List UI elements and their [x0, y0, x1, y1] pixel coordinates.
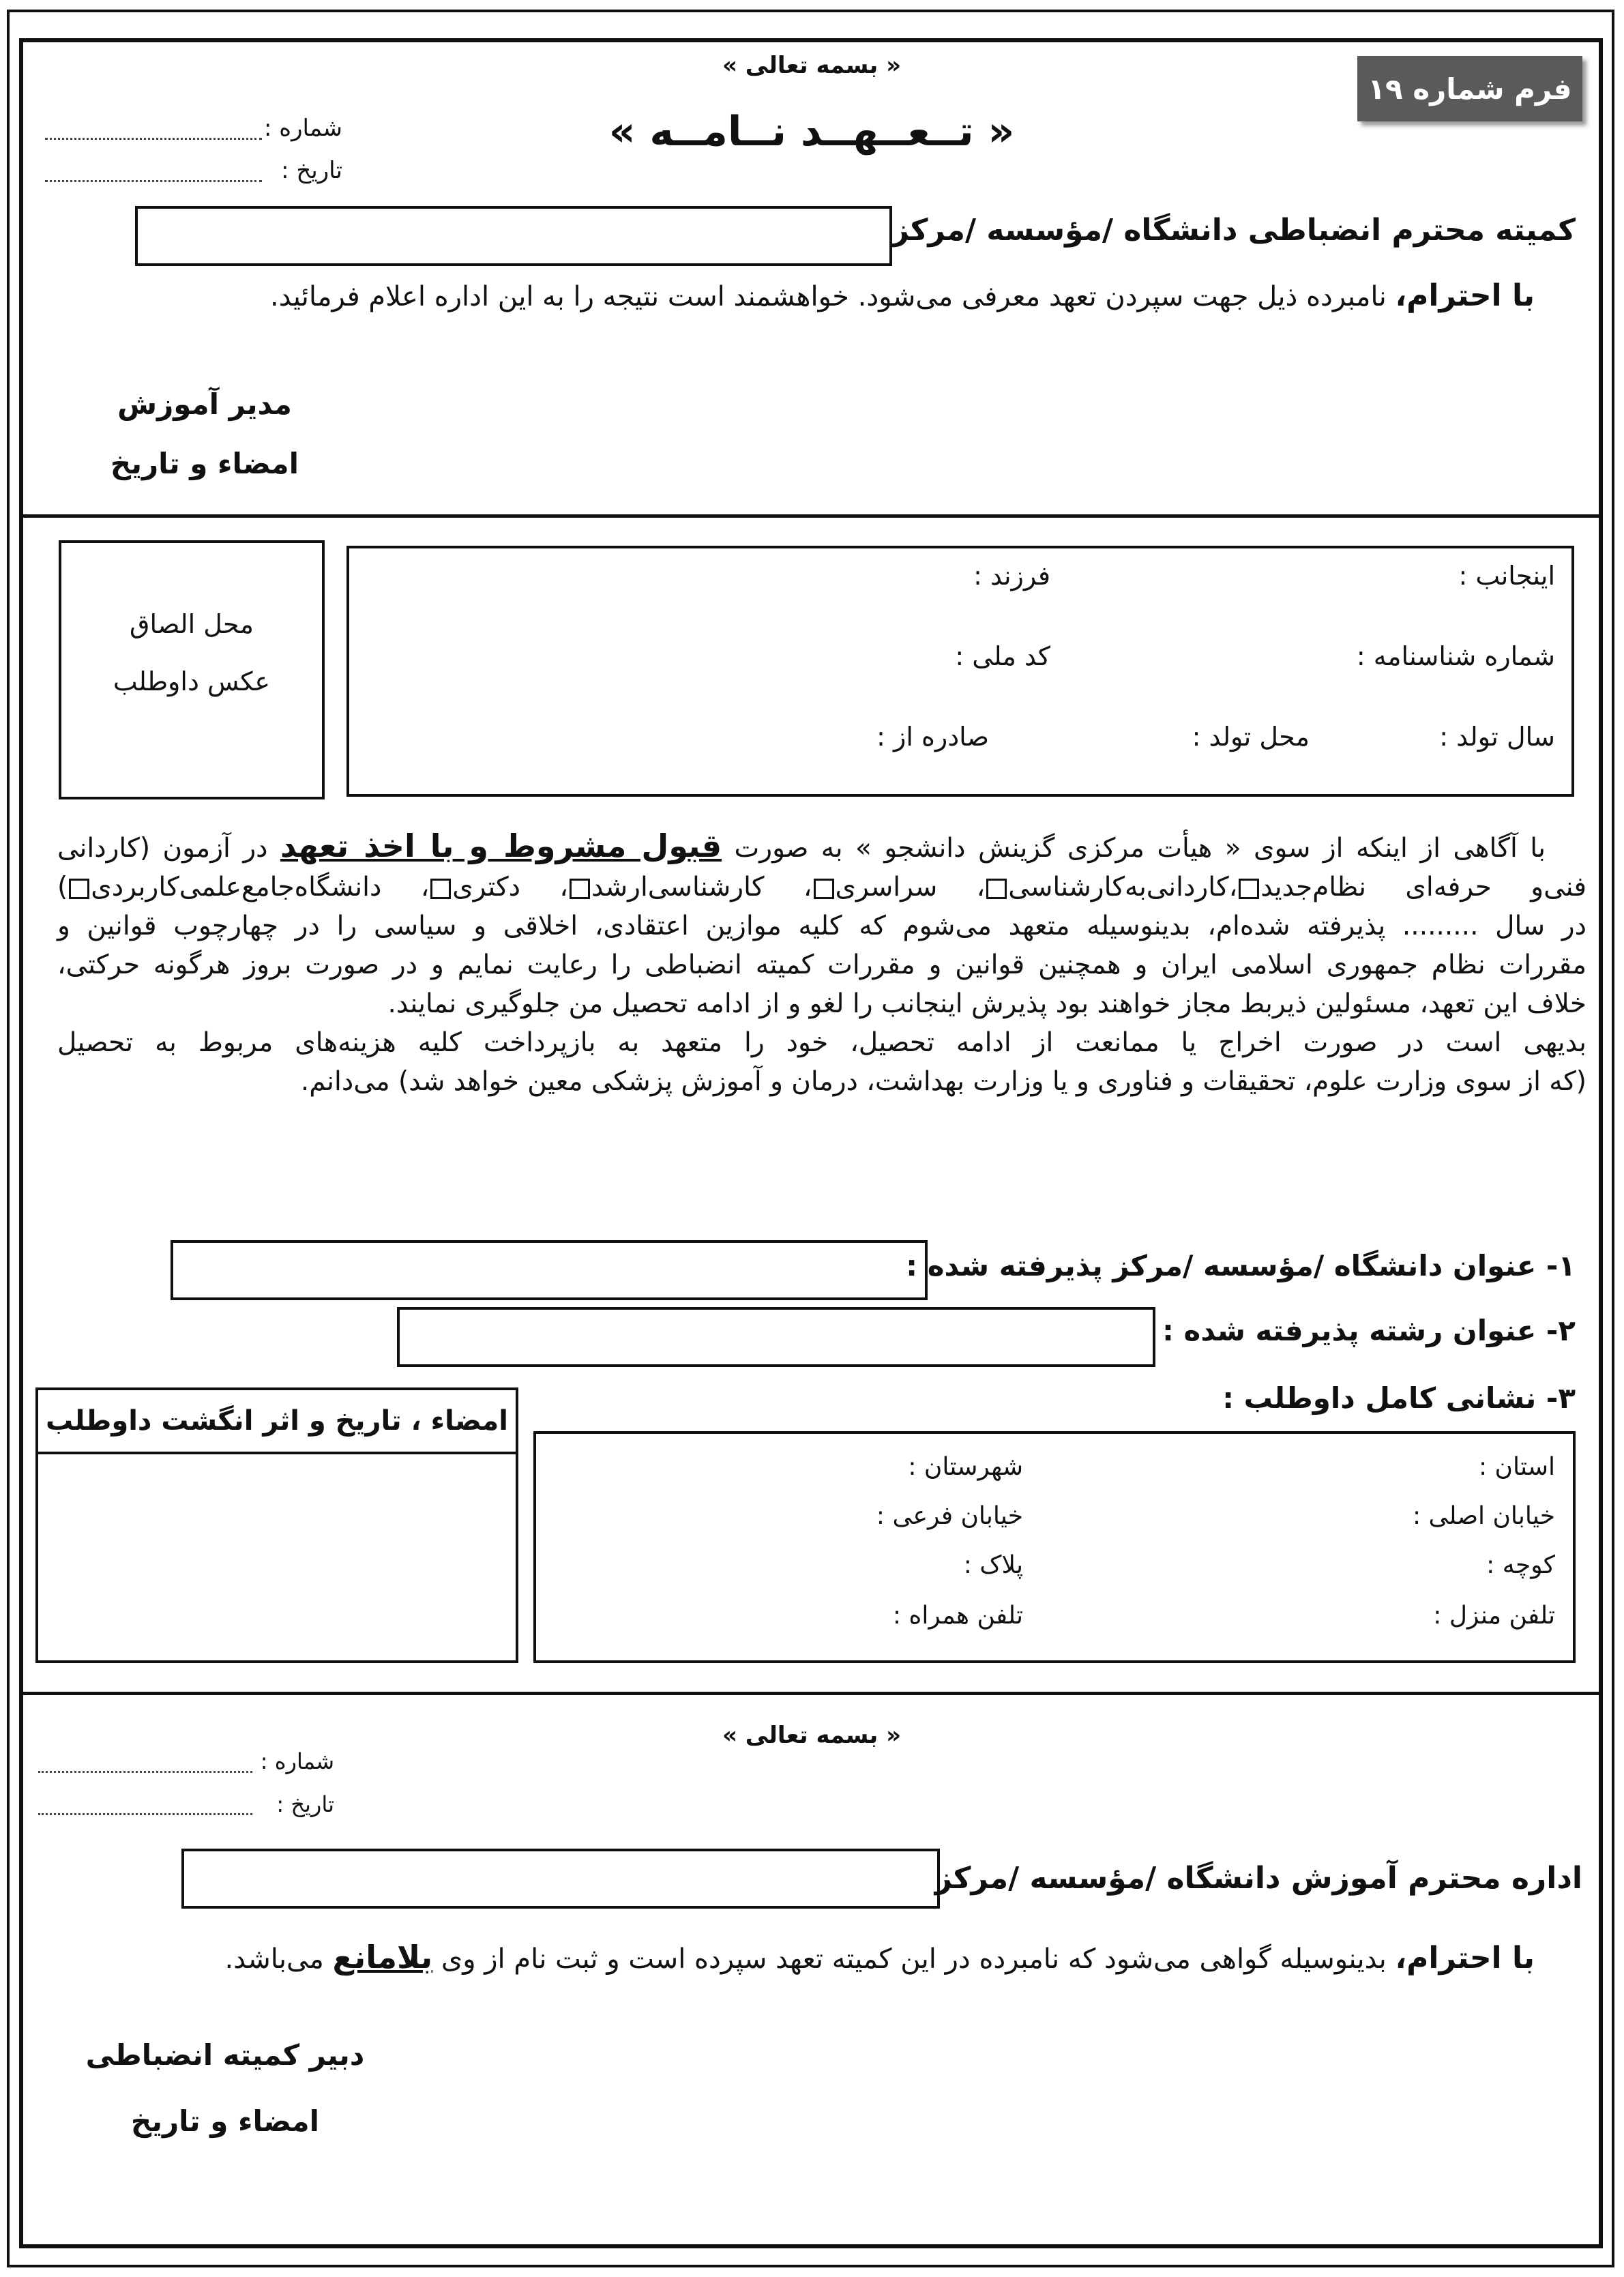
bottom-date-field[interactable] — [38, 1813, 252, 1815]
recipient-university-field[interactable] — [135, 206, 892, 266]
birth-year-label: سال تولد : — [1439, 722, 1555, 752]
commitment-line-7: (که از سوی وزارت علوم، تحقیقات و فناوری و یا وزارت بهداشت، درمان و آموزش پزشکی معین خواهد شد) می‌دانم. — [300, 1066, 1586, 1097]
admitted-major-label: ۲- عنوان رشته پذیرفته شده : — [1162, 1314, 1576, 1347]
divider-bottom — [23, 1692, 1599, 1695]
commitment-line-3: در سال ......... پذیرفته شده‌ام، بدینوسیله متعهد می‌شوم که کلیه موازین اعتقادی، اخلاقی و سیاسی را در چهارچوب قوانین و — [57, 911, 1586, 941]
exam-type-national-label: ، سراسری — [835, 872, 986, 902]
bottom-greeting-text: بدینوسیله گواهی می‌شود که نامبرده در این کمیته تعهد سپرده است و ثبت نام از وی — [432, 1943, 1396, 1975]
commitment-line-1a: با آگاهی از اینکه از سوی « هیأت مرکزی گزینش دانشجو » به صورت — [722, 833, 1546, 864]
national-code-label: کد ملی : — [955, 641, 1050, 671]
greeting-bold: با احترام، — [1395, 278, 1535, 313]
form-number-badge: فرم شماره ۱۹ — [1357, 56, 1582, 121]
commitment-line-4: مقررات نظام جمهوری اسلامی ایران و همچنین قوانین و مقررات کمیته انضباطی را رعایت نمایم و در صورت بروز هرگونه حرکتی، — [57, 950, 1586, 980]
photo-label-2: عکس داوطلب — [113, 666, 271, 696]
no-objection: بلامانع — [332, 1939, 433, 1975]
number-label: شماره : — [264, 115, 342, 142]
city-label: شهرستان : — [908, 1453, 1023, 1481]
top-greeting — [61, 278, 1535, 313]
education-manager-sign: امضاء و تاریخ — [110, 447, 299, 480]
photo-label-1: محل الصاق — [130, 609, 254, 639]
committee-secretary-title: دبیر کمیته انضباطی — [85, 2038, 365, 2072]
recipient-committee: کمیته محترم انضباطی دانشگاه /مؤسسه /مرکز — [891, 213, 1576, 248]
commitment-line-1b: در آزمون (کاردانی — [57, 833, 280, 864]
birth-place-label: محل تولد : — [1192, 722, 1310, 752]
main-street-label: خیابان اصلی : — [1412, 1502, 1555, 1530]
date-field[interactable] — [45, 180, 262, 182]
bottom-greeting — [136, 1939, 1535, 1975]
exam-type-technical-checkbox[interactable] — [1239, 879, 1259, 899]
page-title: « تــعــهــد نــامــه » — [608, 108, 1015, 156]
date-label: تاریخ : — [281, 157, 342, 184]
commitment-line-1 — [57, 827, 1586, 868]
name-label: اینجانب : — [1458, 561, 1555, 591]
bottom-date-label: تاریخ : — [276, 1791, 334, 1817]
commitment-line-6: بدیهی است در صورت اخراج یا ممانعت از ادامه تحصیل، خود را متعهد به بازپرداخت کلیه هزینه‌های مربوط به تحصیل — [57, 1027, 1586, 1058]
commitment-line-2 — [57, 868, 1586, 907]
exam-type-phd-label: ، دکتری — [452, 872, 568, 902]
admitted-university-field[interactable] — [171, 1240, 928, 1300]
conditional-acceptance: قبول مشروط و با اخذ تعهد — [280, 827, 722, 864]
committee-secretary-sign: امضاء و تاریخ — [130, 2104, 320, 2138]
plaque-label: پلاک : — [963, 1551, 1023, 1579]
side-street-label: خیابان فرعی : — [876, 1502, 1023, 1530]
inner-frame — [19, 38, 1603, 2248]
bottom-number-field[interactable] — [38, 1771, 252, 1773]
exam-type-national-checkbox[interactable] — [814, 879, 834, 899]
exam-type-associate-to-bachelor-checkbox[interactable] — [986, 879, 1007, 899]
commitment-text — [57, 827, 1586, 1101]
alley-label: کوچه : — [1486, 1551, 1555, 1579]
exam-type-technical-label: فنی‌و حرفه‌ای نظام‌جدید — [1260, 872, 1587, 902]
admitted-major-field[interactable] — [397, 1307, 1155, 1367]
home-phone-label: تلفن منزل : — [1433, 1602, 1555, 1630]
bottom-recipient: اداره محترم آموزش دانشگاه /مؤسسه /مرکز — [934, 1861, 1582, 1896]
exam-type-applied-science-label: ، دانشگاه‌جامع‌علمی‌کاربردی — [91, 872, 430, 902]
number-field[interactable] — [45, 138, 262, 140]
signature-box-title: امضاء ، تاریخ و اثر انگشت داوطلب — [46, 1405, 508, 1437]
signature-box-divider — [35, 1452, 518, 1454]
mobile-phone-label: تلفن همراه : — [892, 1602, 1023, 1630]
divider-top — [23, 514, 1599, 518]
issued-from-label: صادره از : — [876, 722, 989, 752]
province-label: استان : — [1478, 1453, 1555, 1481]
education-manager-title: مدیر آموزش — [117, 387, 292, 421]
commitment-line-5: خلاف این تعهد، مسئولین ذیربط مجاز خواهند بود پذیرش اینجانب را لغو و از ادامه تحصیل من جلوگیری نمایند. — [387, 988, 1586, 1019]
bottom-basmala: « بسمه تعالی » — [722, 1722, 902, 1749]
exam-type-close: ) — [57, 872, 68, 902]
exam-type-applied-science-checkbox[interactable] — [69, 879, 89, 899]
exam-type-masters-checkbox[interactable] — [570, 879, 590, 899]
bottom-recipient-university-field[interactable] — [181, 1849, 940, 1909]
exam-type-associate-to-bachelor-label: ،کاردانی‌به‌کارشناسی — [1008, 872, 1238, 902]
id-number-label: شماره شناسنامه : — [1356, 641, 1555, 671]
exam-type-masters-label: ، کارشناسی‌ارشد — [591, 872, 812, 902]
greeting-text: نامبرده ذیل جهت سپردن تعهد معرفی می‌شود. خواهشمند است نتیجه را به این اداره اعلام فرمائید. — [269, 281, 1396, 312]
admitted-university-label: ۱- عنوان دانشگاه /مؤسسه /مرکز پذیرفته شده : — [906, 1249, 1576, 1282]
bottom-number-label: شماره : — [260, 1748, 334, 1774]
bottom-greeting-bold: با احترام، — [1395, 1941, 1535, 1975]
basmala: « بسمه تعالی » — [722, 52, 902, 79]
exam-type-phd-checkbox[interactable] — [430, 879, 451, 899]
child-of-label: فرزند : — [973, 561, 1050, 591]
full-address-label: ۳- نشانی کامل داوطلب : — [1222, 1381, 1576, 1415]
bottom-greeting-end: می‌باشد. — [224, 1943, 333, 1975]
